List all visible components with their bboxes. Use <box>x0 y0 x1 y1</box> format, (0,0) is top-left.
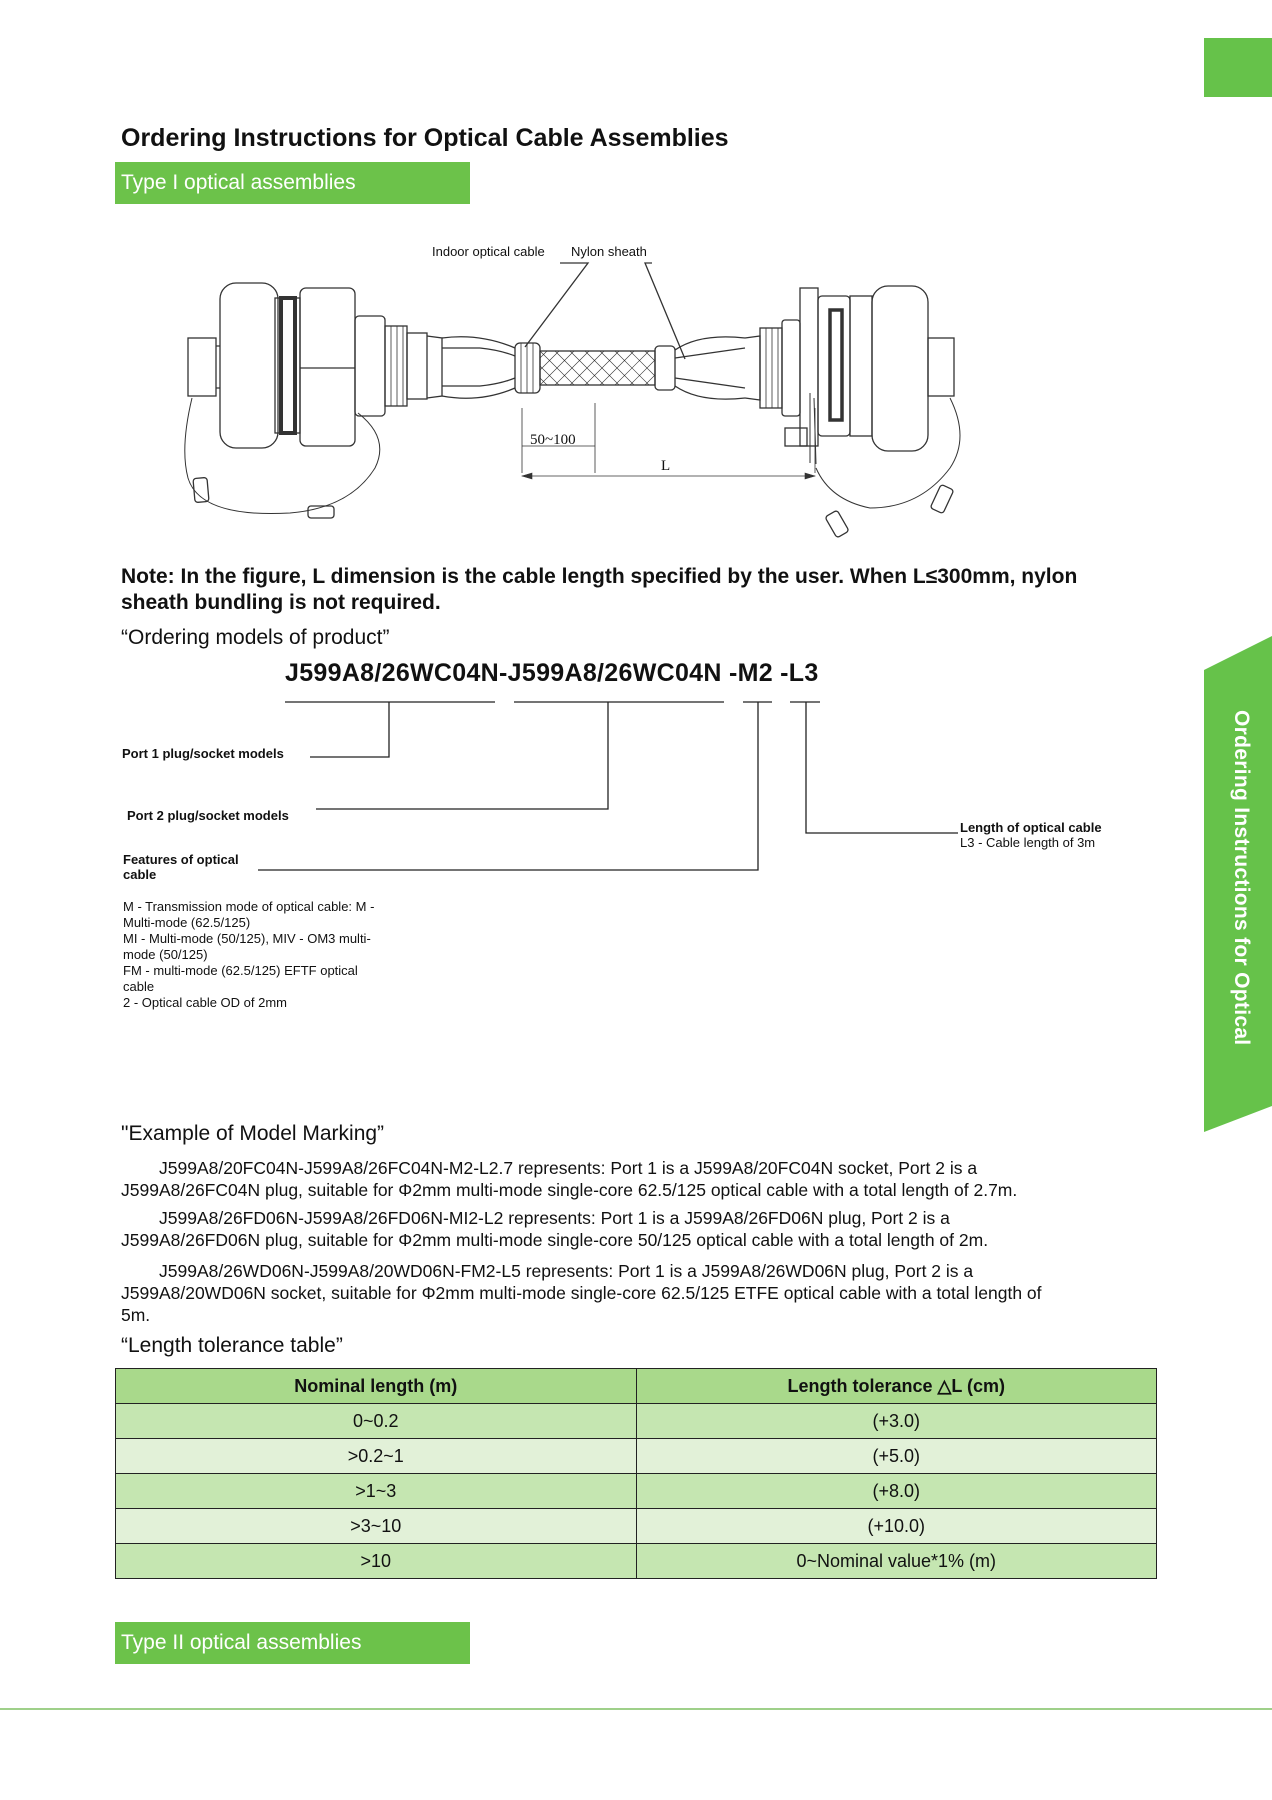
left-cap <box>188 338 216 396</box>
tolerance-heading: “Length tolerance table” <box>121 1334 343 1357</box>
right-cap <box>928 338 954 396</box>
table-header-cell: Length tolerance △L (cm) <box>636 1369 1157 1404</box>
table-cell: >3~10 <box>116 1509 637 1544</box>
table-cell: (+10.0) <box>636 1509 1157 1544</box>
example-paragraph: J599A8/26FD06N-J599A8/26FD06N-MI2-L2 represents: Port 1 is a J599A8/26FD06N plug, Port 2 is a J599A8/26FD06N plug, suitable for Φ2mm multi-mode single-core 50/125 optical cable with a total length of 2m. <box>121 1208 989 1250</box>
table-cell: 0~0.2 <box>116 1404 637 1439</box>
table-row <box>116 1509 1157 1544</box>
table-row <box>116 1404 1157 1439</box>
label-dim-L: L <box>661 458 671 474</box>
note-line: sheath bundling is not required. <box>121 591 441 614</box>
table-row <box>116 1474 1157 1509</box>
side-tab-label: Ordering Instructions for Optical <box>1230 710 1253 1046</box>
label-indoor-optical-cable: Indoor optical cable <box>432 244 545 259</box>
right-green-ring <box>830 310 842 420</box>
table-cell: >1~3 <box>116 1474 637 1509</box>
assembly-drawing <box>180 238 1100 554</box>
right-coupling-nut <box>872 286 928 451</box>
table-row <box>116 1544 1157 1579</box>
corner-tab <box>1204 38 1272 97</box>
table-cell: 0~Nominal value*1% (m) <box>636 1544 1157 1579</box>
left-green-ring <box>281 298 295 433</box>
left-coupling-nut <box>220 283 278 448</box>
example-paragraph: J599A8/26WD06N-J599A8/20WD06N-FM2-L5 represents: Port 1 is a J599A8/26WD06N plug, Port 2 is a J599A8/20WD06N socket, suitable for Φ2mm multi-mode single-core 62.5/125 ETFE optical cable with a total length of 5m. <box>121 1261 1042 1325</box>
table-cell: >0.2~1 <box>116 1439 637 1474</box>
example-heading: "Example of Model Marking” <box>121 1122 385 1145</box>
length-tolerance-table <box>115 1368 1157 1579</box>
table-cell: (+8.0) <box>636 1474 1157 1509</box>
callout-features: Features of optical cable <box>123 852 239 882</box>
model-code: J599A8/26WC04N-J599A8/26WC04N -M2 -L3 <box>285 659 819 687</box>
note-line: Note: In the figure, L dimension is the cable length specified by the user. When L≤300mm, nylon <box>121 565 1078 588</box>
table-row <box>116 1439 1157 1474</box>
features-description: M - Transmission mode of optical cable: M - Multi-mode (62.5/125) MI - Multi-mode (50/125), MIV - OM3 multi- mode (50/125) FM - multi-mode (62.5/125) EFTF optical cable 2 - Optical cable OD of 2mm <box>123 899 375 1010</box>
table-cell: >10 <box>116 1544 637 1579</box>
footer-divider <box>0 1708 1272 1710</box>
table-header-row <box>116 1369 1157 1404</box>
table-header-cell: Nominal length (m) <box>116 1369 637 1404</box>
table-cell: (+3.0) <box>636 1404 1157 1439</box>
figure-note <box>121 564 1171 616</box>
label-dim-50-100: 50~100 <box>530 432 576 448</box>
label-nylon-sheath: Nylon sheath <box>571 244 647 259</box>
table-cell: (+5.0) <box>636 1439 1157 1474</box>
section-heading-type1: Type I optical assemblies <box>115 162 470 204</box>
callout-length-desc: L3 - Cable length of 3m <box>960 835 1096 850</box>
page-title: Ordering Instructions for Optical Cable Assemblies <box>121 124 729 152</box>
section-heading-type2: Type II optical assemblies <box>115 1622 470 1664</box>
example-paragraph: J599A8/20FC04N-J599A8/26FC04N-M2-L2.7 represents: Port 1 is a J599A8/20FC04N socket, Port 2 is a J599A8/26FC04N plug, suitable for Φ2mm multi-mode single-core 62.5/125 optical cable with a total length of 2.7m. <box>121 1158 1018 1200</box>
callout-port1: Port 1 plug/socket models <box>122 746 284 761</box>
callout-length-title: Length of optical cable <box>960 820 1102 835</box>
callout-port2: Port 2 plug/socket models <box>127 808 289 823</box>
ordering-models-heading: “Ordering models of product” <box>121 626 390 649</box>
